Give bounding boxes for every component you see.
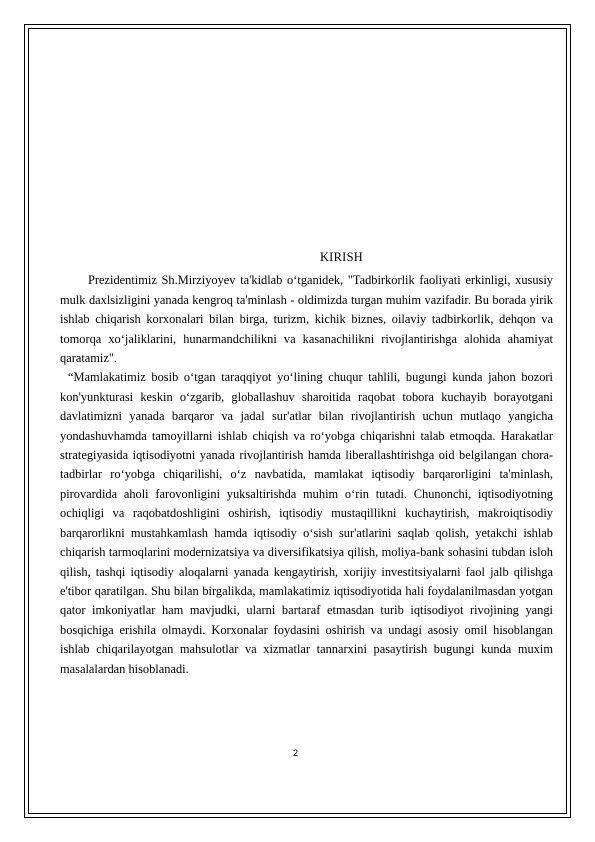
paragraph-economy-analysis: “Mamlakatimiz bosib o‘tgan taraqqiyot yo‘lining chuqur tahlili, bugungi kunda jahon bozori kon'yunkturasi keskin o‘zgarib, globallashuv sharoitida raqobat tobora kuchayib borayotgani davlatimizni yanada barqaror va jadal sur'atlar bilan rivojlantirish uchun mutlaqo yangicha yondashuvhamda tamoyillarni ishlab chiqish va ro‘yobga chiqarishni talab etmoqda. Harakatlar strategiyasida iqtisodiyotni yanada rivojlantirish hamda liberallashtirishga oid belgilangan chora-tadbirlar ro‘yobga chiqarilishi, o‘z navbatida, mamlakat iqtisodiy barqarorligini ta'minlash, pirovardida aholi farovonligini yuksaltirishda muhim o‘rin tutadi. Chunonchi, iqtisodiyotning ochiqligi va raqobatdoshligini oshirish, iqtisodiy mustaqillikni kuchaytirish, makroiqtisodiy barqarorlikni mustahkamlash hamda iqtisodiy o‘sish sur'atlarini saqlab qolish, yetakchi ishlab chiqarish tarmoqlarini modernizatsiya va diversifikatsiya qilish, moliya-bank sohasini tubdan isloh qilish, tashqi iqtisodiy aloqalarni yanada kengaytirish, xorijiy investitsiyalarni faol jalb qilishga e'tibor qaratilgan. Shu bilan birgalikda, mamlakatimiz iqtisodiyotida hali foydalanilmasdan yotgan qator imkoniyatlar ham mavjudki, ularni bartaraf etmasdan turib iqtisodiyot rivojining yangi bosqichiga erishila olmaydi. Korxonalar foydasini oshirish va undagi asosiy omil hisoblangan ishlab chiqarilayotgan mahsulotlar va xizmatlar tannarxini pasaytirish bugungi kunda muxim masalalardan hisoblanadi. (60, 370, 553, 676)
paragraph-president-quote: Prezidentimiz Sh.Mirziyoyev ta'kidlab o‘tganidek, "Tadbirkorlik faoliyati erkinligi, xususiy mulk daxlsizligini yanada kengroq ta'minlash - oldimizda turgan muhim vazifadir. Bu borada yirik ishlab chiqarish korxonalari bilan birga, turizm, kichik biznes, oilaviy tadbirkorlik, dehqon va tomorqa xo‘jaliklarini, hunarmandchilikni va kasanachilikni rivojlantirishga alohida ahamiyat qaratamiz". (60, 273, 553, 366)
document-body (60, 248, 553, 679)
section-heading: KIRISH (319, 250, 364, 264)
page-number: 2 (293, 748, 299, 758)
